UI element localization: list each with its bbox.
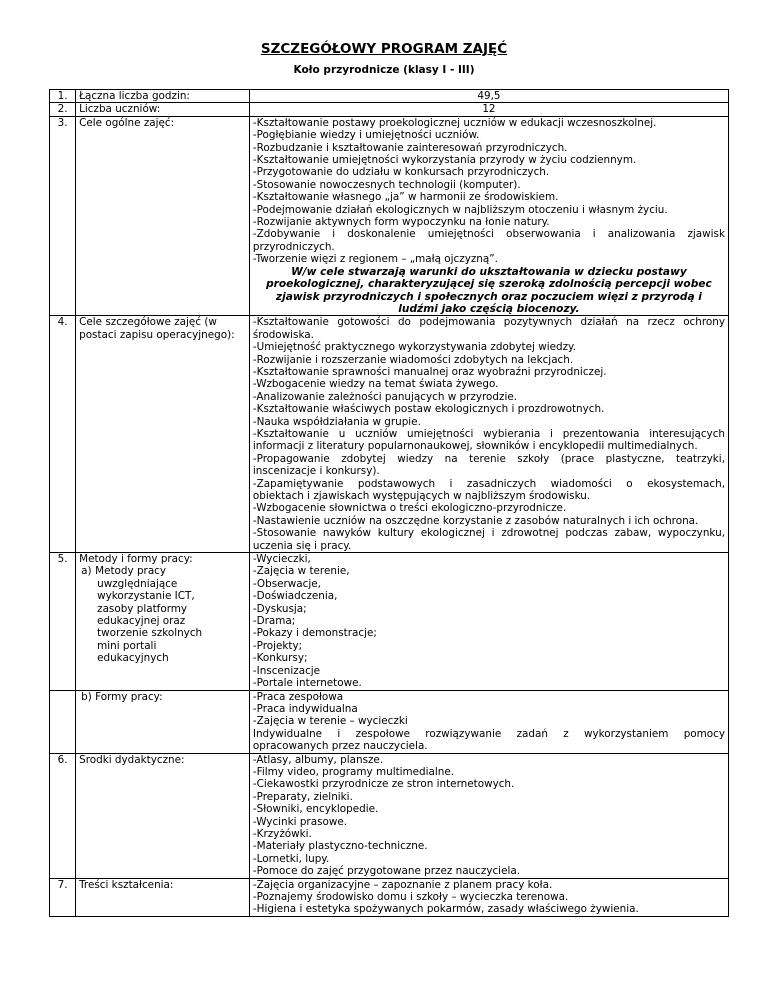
sublabel-line: mini portali: [97, 639, 157, 652]
goal-line: -Wzbogacenie słownictwa o treści ekologiczno-przyrodnicze.: [252, 502, 567, 515]
list-item: -Dyskusja;: [252, 602, 307, 615]
list-item: -Filmy video, programy multimedialne.: [252, 765, 455, 778]
list-item: -Doświadczenia,: [252, 590, 338, 603]
row-label: [76, 690, 250, 753]
goal-line: -Tworzenie więzi z regionem – „małą ojczyzną”.: [252, 253, 498, 266]
row-label: Łączna liczba godzin:: [76, 90, 250, 103]
table-row: [50, 553, 729, 690]
table-row: [50, 753, 729, 878]
row-label-line: Metody i formy pracy:: [79, 553, 193, 566]
sublabel-line: edukacyjnej oraz: [97, 615, 186, 628]
row-label: Liczba uczniów:: [76, 103, 250, 116]
goal-line: -Wzbogacenie wiedzy na temat świata żywego.: [252, 378, 499, 391]
goal-line: -Nastawienie uczniów na oszczędne korzystanie z zasobów naturalnych i ich ochrona.: [252, 514, 699, 527]
goal-line: przyrodniczych.: [252, 240, 335, 253]
list-item: -Pokazy i demonstracje;: [252, 627, 377, 640]
row-number: 2.: [50, 103, 76, 116]
list-item: -Słowniki, encyklopedie.: [252, 803, 379, 816]
goals-summary: zjawisk przyrodniczych i społecznych oraz poczuciem więzi z przyrodą i: [275, 290, 702, 303]
list-item: -Wycieczki,: [252, 553, 311, 566]
goal-line: -Umiejętność praktycznego wykorzystywania zdobytej wiedzy.: [252, 341, 577, 354]
list-item: -Poznajemy środowisko domu i szkoły – wycieczka terenowa.: [252, 891, 569, 903]
goal-line: -Analizowanie zależności panujących w przyrodzie.: [252, 390, 518, 403]
page-subtitle: Koło przyrodnicze (klasy I - III): [293, 64, 475, 76]
row-label: [76, 553, 250, 690]
row-number: [50, 690, 76, 753]
hours-value: 49,5: [249, 90, 728, 103]
list-item: -Konkursy;: [252, 652, 308, 665]
table-row: [50, 103, 729, 116]
goal-line: -Kształtowanie postawy proekologicznej uczniów w edukacji wczesnoszkolnej.: [252, 116, 657, 129]
methods-sublabel: [79, 565, 246, 577]
list-item: -Wycinki prasowe.: [252, 815, 348, 828]
list-item: -Atlasy, albumy, plansze.: [252, 753, 384, 766]
table-row: [50, 690, 729, 753]
sublabel-line: tworzenie szkolnych: [97, 627, 203, 640]
sublabel-line: wykorzystanie ICT,: [97, 590, 195, 603]
list-item: -Projekty;: [252, 639, 303, 652]
goal-line: -Kształtowanie własnego „ja” w harmonii ze środowiskiem.: [252, 191, 559, 204]
teaching-aids-cell: [249, 753, 728, 878]
students-value: 12: [249, 103, 728, 116]
row-number: 3.: [50, 116, 76, 316]
list-item: -Higiena i estetyka spożywanych pokarmów, zasady właściwego żywienia.: [252, 903, 639, 916]
goals-summary: proekologicznej, charakteryzującej się szeroką zdolnością percepcji wobec: [266, 278, 712, 291]
general-goals-cell: [249, 116, 728, 316]
goal-line: -Propagowanie zdobytej wiedzy na terenie szkoły (prace plastyczne, teatrzyki,: [252, 452, 725, 465]
goal-line: -Rozbudzanie i kształtowanie zainteresowań przyrodniczych.: [252, 141, 568, 154]
table-row: [50, 90, 729, 103]
row-number: 6.: [50, 753, 76, 878]
list-item: -Zajęcia w terenie,: [252, 565, 350, 578]
list-item: -Preparaty, zielniki.: [252, 790, 353, 803]
list-item: -Portale internetowe.: [252, 677, 362, 690]
row-label: Środki dydaktyczne:: [76, 753, 250, 878]
content-cell: [249, 878, 728, 916]
row-number: 4.: [50, 316, 76, 553]
list-item: -Praca zespołowa: [252, 690, 344, 703]
row-label: [76, 316, 250, 553]
goal-line: -Przygotowanie do udziału w konkursach przyrodniczych.: [252, 166, 550, 179]
sublabel-line: edukacyjnych: [97, 652, 169, 665]
goals-summary: ludźmi jako częścią biocenozy.: [398, 302, 580, 315]
list-item: -Krzyżówki.: [252, 827, 312, 840]
page-title: SZCZEGÓŁOWY PROGRAM ZAJĘĆ: [260, 41, 508, 57]
goal-line: informacji z literatury popularnonaukowej, słowników i encyklopedii multimedialnych.: [252, 440, 698, 453]
goal-line: środowiska.: [252, 328, 314, 341]
list-item: -Pomoce do zajęć przygotowane przez nauczyciela.: [252, 865, 521, 878]
forms-sublabel: [79, 691, 246, 703]
goal-line: -Zapamiętywanie podstawowych i zasadniczych wiadomości o ekosystemach,: [252, 477, 725, 490]
table-row: [50, 116, 729, 316]
row-number: 1.: [50, 90, 76, 103]
specific-goals-cell: [249, 316, 728, 553]
program-table: [49, 89, 729, 917]
goal-line: -Kształtowanie gotowości do podejmowania pozytywnych działań na rzecz ochrony: [252, 316, 725, 329]
list-item: -Ciekawostki przyrodnicze ze stron internetowych.: [252, 778, 515, 791]
goal-line: -Stosowanie nowoczesnych technologii (komputer).: [252, 178, 521, 191]
goal-line: -Zdobywanie i doskonalenie umiejętności obserwowania i analizowania zjawisk: [252, 228, 725, 241]
goal-line: -Podejmowanie działań ekologicznych w najbliższym otoczeniu i własnym życiu.: [252, 203, 668, 216]
list-item: -Inscenizacje: [252, 664, 321, 677]
list-item: -Drama;: [252, 615, 296, 628]
list-item: -Zajęcia organizacyjne – zapoznanie z planem pracy koła.: [252, 878, 553, 891]
list-item: -Lornetki, lupy.: [252, 852, 330, 865]
sublabel-key: b): [81, 690, 92, 703]
goal-line: -Kształtowanie u uczniów umiejętności wybierania i prezentowania interesujących: [252, 427, 725, 440]
row-label-line: postaci zapisu operacyjnego):: [79, 328, 235, 341]
list-item: Indywidualne i zespołowe rozwiązywanie zadań z wykorzystaniem pomocy: [252, 727, 725, 740]
goal-line: -Nauka współdziałania w grupie.: [252, 415, 421, 428]
goal-line: uczenia się i pracy.: [252, 539, 352, 552]
row-label-line: Cele szczegółowe zajęć (w: [79, 316, 217, 329]
list-item: -Praca indywidualna: [252, 702, 358, 715]
goal-line: -Kształtowanie sprawności manualnej oraz wyobraźni przyrodniczej.: [252, 365, 607, 378]
goal-line: obiektach i zjawiskach występujących w najbliższym środowisku.: [252, 490, 591, 502]
goals-summary: W/w cele stwarzają warunki do ukształtowania w dziecku postawy: [291, 265, 687, 278]
forms-cell: [249, 690, 728, 753]
goal-line: inscenizacje i konkursy).: [252, 465, 380, 478]
goal-line: -Kształtowanie właściwych postaw ekologicznych i prozdrowotnych.: [252, 403, 605, 416]
row-number: 5.: [50, 553, 76, 690]
sublabel-line: uwzględniające: [97, 577, 178, 590]
sublabel-line: Metody pracy: [95, 565, 167, 578]
sublabel-key: a): [81, 565, 92, 578]
row-label: Treści kształcenia:: [76, 878, 250, 916]
table-row: [50, 878, 729, 916]
sublabel-line: zasoby platformy: [97, 602, 188, 615]
goal-line: -Kształtowanie umiejętności wykorzystania przyrody w życiu codziennym.: [252, 154, 637, 167]
list-item: -Zajęcia w terenie – wycieczki: [252, 715, 408, 728]
goal-line: -Pogłębianie wiedzy i umiejętności uczniów.: [252, 129, 480, 142]
sublabel-line: Formy pracy:: [95, 690, 163, 703]
row-label: Cele ogólne zajęć:: [76, 116, 250, 316]
table-row: [50, 316, 729, 553]
goal-line: -Stosowanie nawyków kultury ekologicznej i zdrowotnej podczas zabaw, wypoczynku,: [252, 527, 725, 540]
list-item: opracowanych przez nauczyciela.: [252, 740, 428, 753]
goal-line: -Rozwijanie aktywnych form wypoczynku na łonie natury.: [252, 216, 550, 229]
list-item: -Materiały plastyczno-techniczne.: [252, 840, 428, 853]
row-number: 7.: [50, 878, 76, 916]
methods-cell: [249, 553, 728, 690]
list-item: -Obserwacje,: [252, 577, 321, 590]
goal-line: -Rozwijanie i rozszerzanie wiadomości zdobytych na lekcjach.: [252, 353, 574, 366]
